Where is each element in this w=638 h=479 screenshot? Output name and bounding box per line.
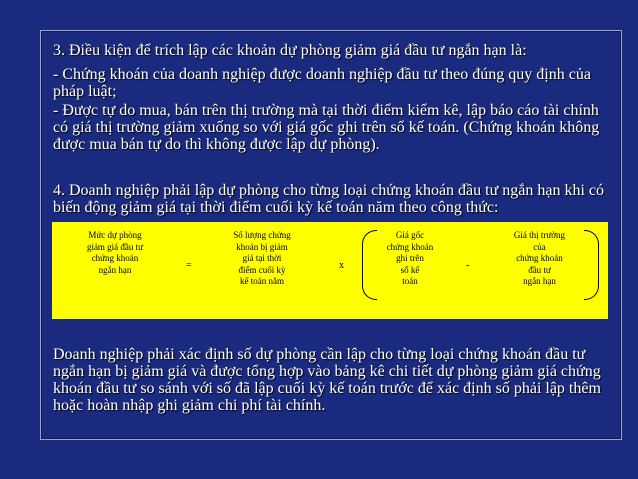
formula-term-provision (70, 230, 160, 276)
equals-sign: = (186, 260, 192, 271)
heading-condition: 3. Điều kiện để trích lập các khoản dự phòng giảm giá đầu tư ngắn hạn là: (53, 42, 527, 59)
paragraph-conclusion: Doanh nghiệp phải xác định số dự phòng cần lập cho từng loại chứng khoán đầu tư ngắn hạn bị giảm giá và được tổng hợp vào bảng kê chi tiết dự phòng giảm giá chứng khoán đầu tư so sánh với số đã lập cuối kỳ kế toán trước để xác định số phải lập thêm hoặc hoàn nhập ghi giảm chi phí tài chính. (53, 346, 601, 414)
formula-line: Số lượng chứng (233, 230, 291, 240)
formula-line: Giá thị trường (513, 230, 566, 240)
formula-line: điểm cuối kỳ (238, 264, 286, 275)
formula-line: khoán bị giảm (236, 241, 288, 252)
formula-line: Giá gốc (395, 230, 425, 240)
formula-line: toán (402, 276, 418, 286)
right-parenthesis (584, 230, 599, 300)
paragraph-condition-1: - Chứng khoán của doanh nghiệp được doanh nghiệp đầu tư theo đúng quy định của pháp luật; (53, 66, 591, 100)
paragraph-condition-2: - Được tự do mua, bán trên thị trường mà tại thời điểm kiểm kê, lập báo cáo tài chính có giá thị trường giảm xuống so với giá gốc ghi trên sổ kế toán. (Chứng khoán không được mua bán tự do thì không được lập dự phòng). (53, 102, 600, 153)
minus-sign: - (466, 260, 470, 271)
formula-line: chứng khoán (91, 253, 139, 263)
formula-term-cost (370, 230, 450, 288)
formula-line: giá tại thời (242, 253, 282, 263)
formula-line: kế toán năm (240, 276, 284, 286)
formula-line: ngắn hạn (98, 264, 132, 275)
paragraph-formula-intro: 4. Doanh nghiệp phải lập dự phòng cho từng loại chứng khoán đầu tư ngắn hạn khi có biến động giảm giá tại thời điểm cuối kỳ kế toán năm theo công thức: (53, 182, 605, 216)
formula-line: giảm giá đầu tư (86, 241, 144, 252)
formula-line: đầu tư (528, 264, 551, 275)
formula-line: chứng khoán (386, 241, 434, 252)
formula-term-quantity (217, 230, 307, 288)
multiply-sign: x (339, 260, 344, 271)
formula-term-market-price (497, 230, 582, 288)
formula-line: chứng khoán (516, 253, 563, 263)
formula-line: sổ kế (400, 264, 420, 275)
formula-box (52, 222, 608, 319)
formula-line: của (533, 241, 546, 252)
formula-line: ngắn hạn (523, 276, 556, 286)
formula-line: ghi trên (396, 253, 424, 263)
formula-line: Mức dự phòng (88, 230, 142, 240)
